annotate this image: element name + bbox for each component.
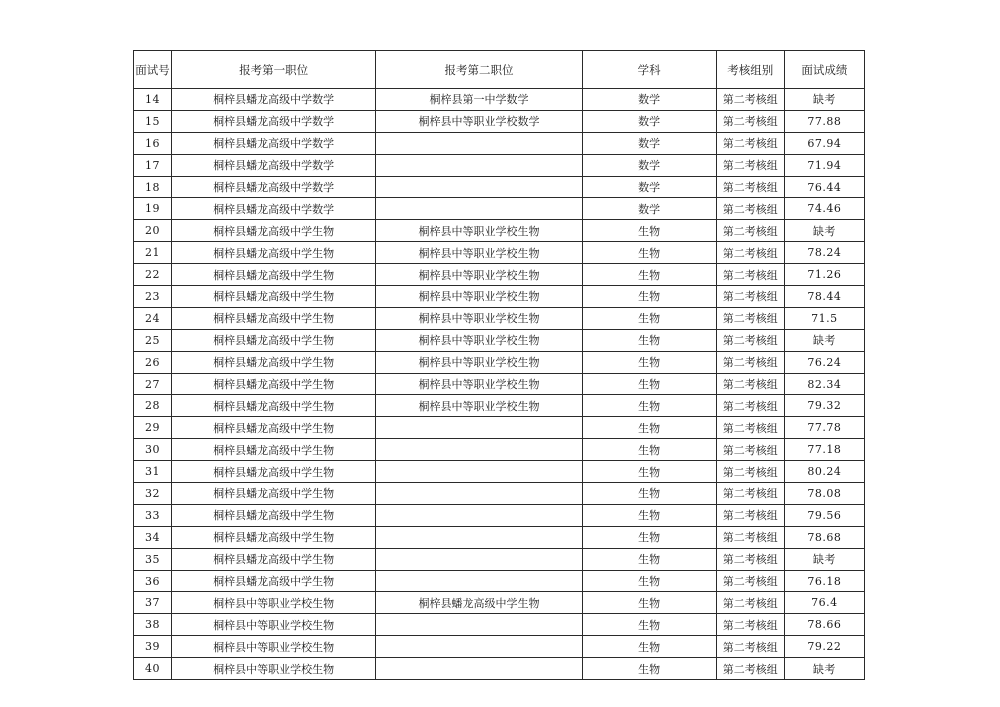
cell-first-position: 桐梓县蟠龙高级中学数学 (172, 89, 376, 111)
cell-subject: 生物 (582, 417, 716, 439)
cell-interview-number: 30 (134, 439, 172, 461)
cell-second-position (376, 417, 582, 439)
cell-first-position: 桐梓县蟠龙高级中学生物 (172, 329, 376, 351)
cell-subject: 生物 (582, 636, 716, 658)
cell-exam-group: 第二考核组 (716, 570, 784, 592)
table-row (134, 176, 865, 198)
cell-exam-group: 第二考核组 (716, 417, 784, 439)
cell-interview-score: 缺考 (784, 89, 864, 111)
cell-interview-score: 76.4 (784, 592, 864, 614)
cell-first-position: 桐梓县蟠龙高级中学生物 (172, 220, 376, 242)
cell-exam-group: 第二考核组 (716, 395, 784, 417)
cell-interview-score: 78.44 (784, 286, 864, 308)
cell-first-position: 桐梓县蟠龙高级中学生物 (172, 548, 376, 570)
cell-exam-group: 第二考核组 (716, 154, 784, 176)
table-row (134, 286, 865, 308)
cell-second-position (376, 526, 582, 548)
cell-interview-number: 26 (134, 351, 172, 373)
cell-interview-score: 78.24 (784, 242, 864, 264)
cell-second-position (376, 614, 582, 636)
cell-subject: 生物 (582, 570, 716, 592)
cell-second-position: 桐梓县中等职业学校生物 (376, 220, 582, 242)
cell-subject: 生物 (582, 461, 716, 483)
cell-interview-number: 35 (134, 548, 172, 570)
cell-subject: 生物 (582, 264, 716, 286)
cell-second-position: 桐梓县中等职业学校生物 (376, 329, 582, 351)
interview-results-table (133, 50, 865, 680)
cell-second-position (376, 176, 582, 198)
table-row (134, 526, 865, 548)
cell-interview-score: 79.22 (784, 636, 864, 658)
cell-interview-score: 缺考 (784, 548, 864, 570)
cell-second-position (376, 636, 582, 658)
cell-first-position: 桐梓县中等职业学校生物 (172, 592, 376, 614)
cell-subject: 生物 (582, 329, 716, 351)
cell-exam-group: 第二考核组 (716, 658, 784, 680)
cell-interview-score: 76.24 (784, 351, 864, 373)
cell-exam-group: 第二考核组 (716, 286, 784, 308)
table-row (134, 570, 865, 592)
cell-first-position: 桐梓县蟠龙高级中学生物 (172, 286, 376, 308)
table-row (134, 395, 865, 417)
cell-subject: 数学 (582, 132, 716, 154)
table-row (134, 132, 865, 154)
table-row (134, 504, 865, 526)
cell-interview-number: 21 (134, 242, 172, 264)
cell-interview-score: 缺考 (784, 220, 864, 242)
cell-exam-group: 第二考核组 (716, 483, 784, 505)
cell-interview-number: 38 (134, 614, 172, 636)
cell-exam-group: 第二考核组 (716, 242, 784, 264)
cell-first-position: 桐梓县蟠龙高级中学数学 (172, 154, 376, 176)
cell-first-position: 桐梓县蟠龙高级中学生物 (172, 395, 376, 417)
cell-second-position (376, 132, 582, 154)
cell-first-position: 桐梓县蟠龙高级中学生物 (172, 570, 376, 592)
cell-first-position: 桐梓县蟠龙高级中学生物 (172, 351, 376, 373)
cell-exam-group: 第二考核组 (716, 504, 784, 526)
cell-interview-score: 71.94 (784, 154, 864, 176)
table-row (134, 220, 865, 242)
cell-interview-number: 17 (134, 154, 172, 176)
cell-interview-score: 77.18 (784, 439, 864, 461)
table-row (134, 439, 865, 461)
header-exam-group: 考核组别 (716, 51, 784, 89)
cell-exam-group: 第二考核组 (716, 220, 784, 242)
cell-second-position: 桐梓县中等职业学校生物 (376, 395, 582, 417)
table-row (134, 154, 865, 176)
cell-first-position: 桐梓县蟠龙高级中学生物 (172, 504, 376, 526)
cell-interview-number: 29 (134, 417, 172, 439)
cell-interview-score: 67.94 (784, 132, 864, 154)
cell-first-position: 桐梓县蟠龙高级中学生物 (172, 307, 376, 329)
cell-second-position: 桐梓县中等职业学校生物 (376, 286, 582, 308)
cell-first-position: 桐梓县蟠龙高级中学数学 (172, 176, 376, 198)
cell-exam-group: 第二考核组 (716, 176, 784, 198)
cell-second-position: 桐梓县蟠龙高级中学生物 (376, 592, 582, 614)
cell-first-position: 桐梓县蟠龙高级中学生物 (172, 264, 376, 286)
table-row (134, 351, 865, 373)
cell-first-position: 桐梓县蟠龙高级中学生物 (172, 526, 376, 548)
cell-exam-group: 第二考核组 (716, 439, 784, 461)
cell-exam-group: 第二考核组 (716, 636, 784, 658)
cell-second-position: 桐梓县中等职业学校生物 (376, 264, 582, 286)
cell-exam-group: 第二考核组 (716, 307, 784, 329)
cell-first-position: 桐梓县蟠龙高级中学生物 (172, 242, 376, 264)
cell-interview-score: 82.34 (784, 373, 864, 395)
cell-second-position: 桐梓县中等职业学校生物 (376, 351, 582, 373)
cell-subject: 生物 (582, 526, 716, 548)
cell-interview-score: 缺考 (784, 658, 864, 680)
cell-interview-number: 15 (134, 110, 172, 132)
cell-interview-number: 33 (134, 504, 172, 526)
table-row (134, 264, 865, 286)
cell-second-position (376, 658, 582, 680)
table-row (134, 242, 865, 264)
cell-interview-number: 31 (134, 461, 172, 483)
table-row (134, 307, 865, 329)
cell-exam-group: 第二考核组 (716, 373, 784, 395)
cell-interview-number: 14 (134, 89, 172, 111)
cell-interview-score: 78.66 (784, 614, 864, 636)
cell-first-position: 桐梓县蟠龙高级中学生物 (172, 461, 376, 483)
header-first-position: 报考第一职位 (172, 51, 376, 89)
cell-interview-number: 22 (134, 264, 172, 286)
cell-first-position: 桐梓县中等职业学校生物 (172, 636, 376, 658)
table-row (134, 592, 865, 614)
results-sheet (133, 50, 865, 680)
table-row (134, 417, 865, 439)
cell-interview-score: 77.78 (784, 417, 864, 439)
cell-interview-number: 34 (134, 526, 172, 548)
header-row (134, 51, 865, 89)
cell-second-position (376, 198, 582, 220)
cell-interview-score: 77.88 (784, 110, 864, 132)
cell-exam-group: 第二考核组 (716, 110, 784, 132)
cell-first-position: 桐梓县蟠龙高级中学数学 (172, 198, 376, 220)
cell-interview-number: 36 (134, 570, 172, 592)
cell-exam-group: 第二考核组 (716, 351, 784, 373)
cell-interview-number: 25 (134, 329, 172, 351)
cell-second-position: 桐梓县中等职业学校数学 (376, 110, 582, 132)
cell-interview-number: 24 (134, 307, 172, 329)
cell-interview-number: 16 (134, 132, 172, 154)
cell-subject: 生物 (582, 351, 716, 373)
cell-interview-number: 28 (134, 395, 172, 417)
cell-exam-group: 第二考核组 (716, 89, 784, 111)
cell-interview-score: 缺考 (784, 329, 864, 351)
cell-subject: 数学 (582, 110, 716, 132)
table-row (134, 614, 865, 636)
cell-second-position: 桐梓县第一中学数学 (376, 89, 582, 111)
cell-subject: 生物 (582, 439, 716, 461)
cell-subject: 数学 (582, 154, 716, 176)
cell-exam-group: 第二考核组 (716, 198, 784, 220)
cell-interview-number: 39 (134, 636, 172, 658)
table-row (134, 548, 865, 570)
cell-first-position: 桐梓县中等职业学校生物 (172, 658, 376, 680)
cell-exam-group: 第二考核组 (716, 461, 784, 483)
cell-subject: 生物 (582, 504, 716, 526)
cell-subject: 生物 (582, 592, 716, 614)
cell-subject: 生物 (582, 614, 716, 636)
cell-interview-score: 78.68 (784, 526, 864, 548)
cell-first-position: 桐梓县蟠龙高级中学生物 (172, 439, 376, 461)
cell-subject: 生物 (582, 483, 716, 505)
table-row (134, 461, 865, 483)
cell-interview-number: 27 (134, 373, 172, 395)
header-subject: 学科 (582, 51, 716, 89)
table-row (134, 658, 865, 680)
cell-first-position: 桐梓县蟠龙高级中学生物 (172, 417, 376, 439)
cell-exam-group: 第二考核组 (716, 264, 784, 286)
cell-exam-group: 第二考核组 (716, 526, 784, 548)
header-second-position: 报考第二职位 (376, 51, 582, 89)
cell-first-position: 桐梓县蟠龙高级中学生物 (172, 373, 376, 395)
cell-subject: 生物 (582, 548, 716, 570)
cell-subject: 数学 (582, 198, 716, 220)
header-interview-number: 面试号 (134, 51, 172, 89)
table-row (134, 89, 865, 111)
cell-exam-group: 第二考核组 (716, 614, 784, 636)
table-row (134, 198, 865, 220)
cell-subject: 生物 (582, 373, 716, 395)
cell-second-position (376, 439, 582, 461)
table-row (134, 329, 865, 351)
cell-exam-group: 第二考核组 (716, 132, 784, 154)
cell-interview-number: 40 (134, 658, 172, 680)
cell-exam-group: 第二考核组 (716, 329, 784, 351)
cell-subject: 生物 (582, 307, 716, 329)
cell-second-position: 桐梓县中等职业学校生物 (376, 373, 582, 395)
cell-interview-number: 18 (134, 176, 172, 198)
cell-exam-group: 第二考核组 (716, 592, 784, 614)
cell-subject: 生物 (582, 242, 716, 264)
cell-second-position (376, 461, 582, 483)
cell-interview-score: 76.44 (784, 176, 864, 198)
cell-subject: 生物 (582, 658, 716, 680)
cell-interview-number: 20 (134, 220, 172, 242)
cell-subject: 数学 (582, 89, 716, 111)
cell-interview-score: 74.46 (784, 198, 864, 220)
table-row (134, 110, 865, 132)
cell-second-position: 桐梓县中等职业学校生物 (376, 307, 582, 329)
table-row (134, 483, 865, 505)
cell-second-position: 桐梓县中等职业学校生物 (376, 242, 582, 264)
cell-first-position: 桐梓县中等职业学校生物 (172, 614, 376, 636)
cell-first-position: 桐梓县蟠龙高级中学生物 (172, 483, 376, 505)
cell-subject: 数学 (582, 176, 716, 198)
cell-interview-score: 79.56 (784, 504, 864, 526)
header-interview-score: 面试成绩 (784, 51, 864, 89)
cell-second-position (376, 570, 582, 592)
cell-exam-group: 第二考核组 (716, 548, 784, 570)
table-row (134, 373, 865, 395)
cell-interview-number: 23 (134, 286, 172, 308)
cell-interview-score: 76.18 (784, 570, 864, 592)
cell-subject: 生物 (582, 286, 716, 308)
cell-interview-score: 78.08 (784, 483, 864, 505)
cell-interview-score: 71.26 (784, 264, 864, 286)
cell-interview-score: 71.5 (784, 307, 864, 329)
cell-interview-number: 19 (134, 198, 172, 220)
table-row (134, 636, 865, 658)
cell-second-position (376, 483, 582, 505)
cell-interview-number: 37 (134, 592, 172, 614)
cell-second-position (376, 548, 582, 570)
cell-second-position (376, 504, 582, 526)
cell-second-position (376, 154, 582, 176)
cell-subject: 生物 (582, 395, 716, 417)
cell-interview-score: 79.32 (784, 395, 864, 417)
cell-subject: 生物 (582, 220, 716, 242)
cell-interview-number: 32 (134, 483, 172, 505)
cell-first-position: 桐梓县蟠龙高级中学数学 (172, 110, 376, 132)
cell-interview-score: 80.24 (784, 461, 864, 483)
cell-first-position: 桐梓县蟠龙高级中学数学 (172, 132, 376, 154)
